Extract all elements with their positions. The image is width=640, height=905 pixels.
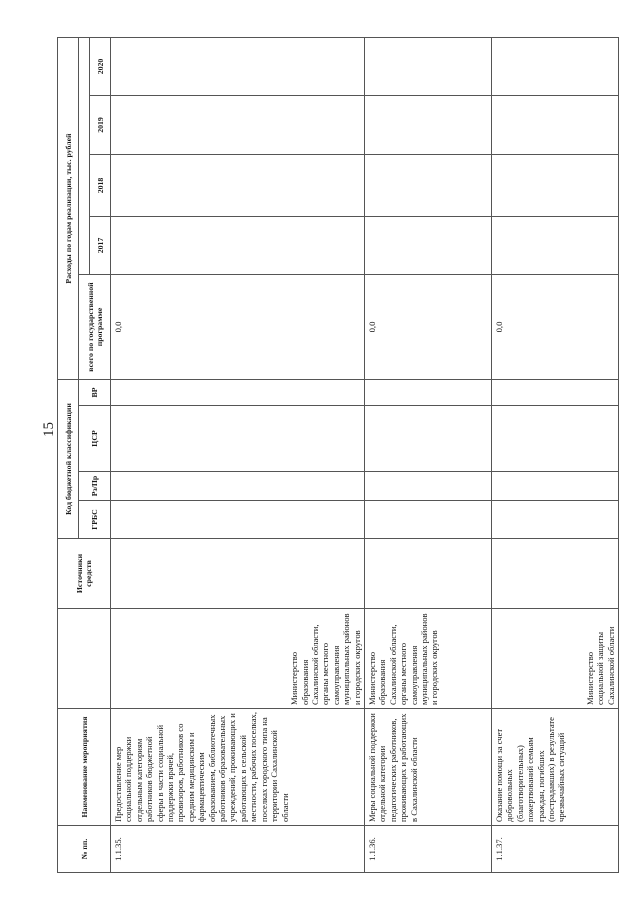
- row-executor: Министерство образования Сахалинской области, органы местного самоуправления муниципальных районов и городских округов: [365, 609, 492, 709]
- row-number: 1.1.35.: [111, 826, 365, 873]
- header-number: № пп.: [58, 826, 111, 873]
- table-row: [111, 37, 365, 872]
- header-total: всего по государственной программе: [79, 275, 111, 380]
- header-expenses-group: Расходы по годам реализации, тыс. рублей: [58, 37, 79, 379]
- header-name: Наименование мероприятия: [58, 709, 111, 826]
- row-number: 1.1.37.: [492, 826, 619, 873]
- row-executor: Министерство образования Сахалинской области, органы местного самоуправления муниципальных районов и городских округов: [111, 609, 365, 709]
- row-name: Меры социальной поддержки отдельной категории педагогических работников, проживающих и работающих в Сахалинской области: [365, 709, 492, 826]
- header-year: 2020: [90, 37, 111, 95]
- row-total: 0,0: [492, 275, 619, 380]
- header-year: 2018: [90, 155, 111, 217]
- program-table: [57, 37, 619, 873]
- row-total: 0,0: [111, 275, 365, 380]
- header-source: Источники средств: [58, 539, 111, 609]
- table-row: [492, 37, 619, 872]
- header-rzpr: Рз/Пр: [79, 472, 111, 501]
- header-vr: ВР: [79, 380, 111, 406]
- rotated-sheet: [57, 38, 619, 873]
- header-executor: [58, 609, 111, 709]
- row-number: 1.1.36.: [365, 826, 492, 873]
- row-total: 0,0: [365, 275, 492, 380]
- header-grbs: ГРБС: [79, 501, 111, 539]
- header-year: 2019: [90, 96, 111, 155]
- page-number: 15: [41, 422, 57, 437]
- table-row: [365, 37, 492, 872]
- header-budget-group: Код бюджетной классификации: [58, 380, 79, 539]
- row-executor: Министерство социальной защиты Сахалинской области: [492, 609, 619, 709]
- row-name: Оказание помощи за счет добровольных (благотворительных) пожертвований семьям граждан, погибших (пострадавших) в результате чрезвычайных ситуаций: [492, 709, 619, 826]
- header-year: 2017: [90, 217, 111, 275]
- header-csr: ЦСР: [79, 406, 111, 472]
- row-name: Предоставление мер социальной поддержки отдельным категориям работников бюджетной сферы в части социальной поддержки врачей, провизоров, работников со средним медицинским и фармацевтическим образованием, библиотечных работников образовательных учреждений, проживающих и работающих в сельской местности, рабочих поселках, поселках городского типа на территории Сахалинской области: [111, 709, 365, 826]
